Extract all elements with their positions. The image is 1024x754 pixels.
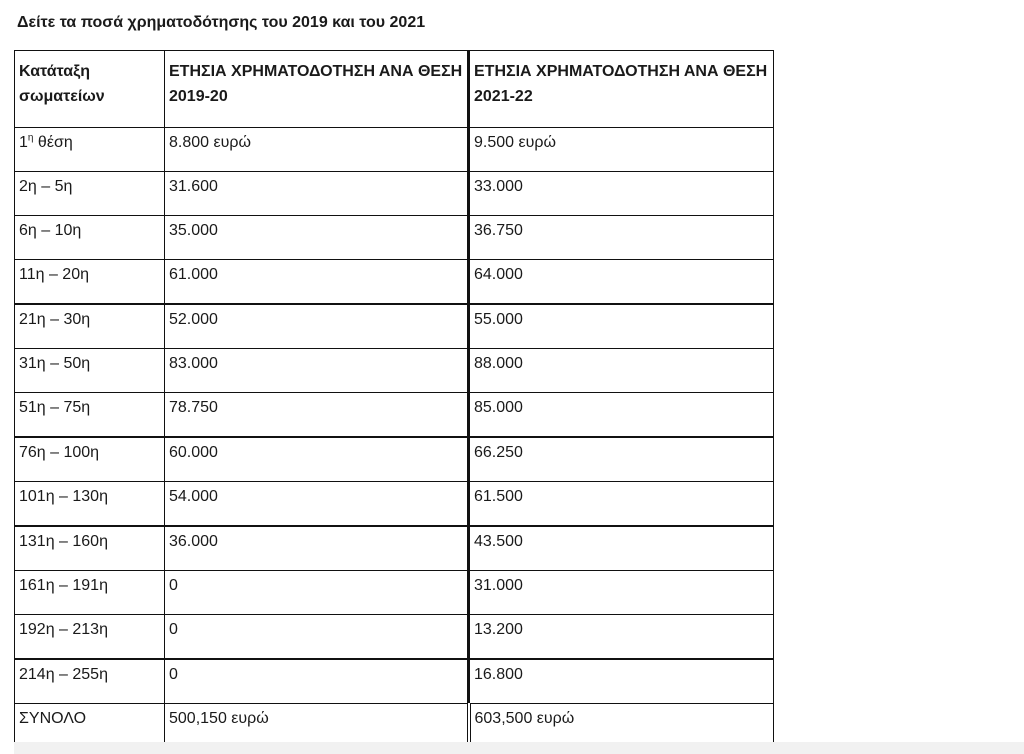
- funding-2021-cell: 16.800: [469, 659, 774, 704]
- funding-2019-cell: 83.000: [165, 349, 469, 393]
- table-row: [15, 216, 774, 260]
- table-row: [15, 526, 774, 571]
- header-ranking: Κατάταξη σωματείων: [15, 51, 165, 128]
- rank-cell: 51η – 75η: [15, 393, 165, 438]
- header-funding-2021: ΕΤΗΣΙΑ ΧΡΗΜΑΤΟΔΟΤΗΣΗ ΑΝΑ ΘΕΣΗ 2021-22: [469, 51, 774, 128]
- table-row: [15, 349, 774, 393]
- table-row: [15, 304, 774, 349]
- funding-2019-cell: 52.000: [165, 304, 469, 349]
- rank-cell: 161η – 191η: [15, 571, 165, 615]
- funding-table: [14, 50, 774, 748]
- funding-2019-cell: 0: [165, 615, 469, 660]
- funding-2021-cell: 33.000: [469, 172, 774, 216]
- funding-2021-cell: 9.500 ευρώ: [469, 128, 774, 172]
- funding-2019-cell: 8.800 ευρώ: [165, 128, 469, 172]
- table-row: [15, 437, 774, 482]
- funding-2021-cell: 88.000: [469, 349, 774, 393]
- total-label: ΣΥΝΟΛΟ: [15, 704, 165, 748]
- rank-cell: 101η – 130η: [15, 482, 165, 527]
- funding-2019-cell: 54.000: [165, 482, 469, 527]
- table-row: [15, 260, 774, 305]
- rank-cell: 11η – 20η: [15, 260, 165, 305]
- table-caption: Δείτε τα ποσά χρηματοδότησης του 2019 και του 2021: [17, 14, 426, 31]
- funding-2021-cell: 85.000: [469, 393, 774, 438]
- rank-cell: 6η – 10η: [15, 216, 165, 260]
- total-2019: 500,150 ευρώ: [165, 704, 469, 748]
- funding-2021-cell: 36.750: [469, 216, 774, 260]
- table-row: [15, 393, 774, 438]
- total-2021: 603,500 ευρώ: [469, 704, 774, 748]
- funding-2019-cell: 0: [165, 571, 469, 615]
- rank-cell: 31η – 50η: [15, 349, 165, 393]
- table-header-row: [15, 51, 774, 128]
- funding-2021-cell: 66.250: [469, 437, 774, 482]
- funding-2021-cell: 64.000: [469, 260, 774, 305]
- rank-cell: 192η – 213η: [15, 615, 165, 660]
- table-row: [15, 172, 774, 216]
- funding-2021-cell: 13.200: [469, 615, 774, 660]
- rank-superscript: η: [27, 132, 34, 144]
- funding-2019-cell: 78.750: [165, 393, 469, 438]
- page-footer-bar: [14, 742, 1024, 754]
- rank-cell: 214η – 255η: [15, 659, 165, 704]
- table-row: [15, 128, 774, 172]
- table-row: [15, 615, 774, 660]
- table-row: [15, 482, 774, 527]
- header-funding-2019: ΕΤΗΣΙΑ ΧΡΗΜΑΤΟΔΟΤΗΣΗ ΑΝΑ ΘΕΣΗ 2019-20: [165, 51, 469, 128]
- rank-suffix: θέση: [33, 134, 73, 151]
- table-row: [15, 659, 774, 704]
- funding-2019-cell: 61.000: [165, 260, 469, 305]
- funding-2021-cell: 55.000: [469, 304, 774, 349]
- table-total-row: [15, 704, 774, 748]
- funding-2019-cell: 0: [165, 659, 469, 704]
- funding-2021-cell: 31.000: [469, 571, 774, 615]
- funding-2019-cell: 31.600: [165, 172, 469, 216]
- funding-2019-cell: 36.000: [165, 526, 469, 571]
- funding-2021-cell: 61.500: [469, 482, 774, 527]
- funding-2021-cell: 43.500: [469, 526, 774, 571]
- rank-cell: [15, 128, 165, 172]
- rank-cell: 76η – 100η: [15, 437, 165, 482]
- funding-2019-cell: 35.000: [165, 216, 469, 260]
- rank-cell: 2η – 5η: [15, 172, 165, 216]
- table-row: [15, 571, 774, 615]
- rank-cell: 131η – 160η: [15, 526, 165, 571]
- rank-number: 1: [19, 134, 28, 151]
- rank-cell: 21η – 30η: [15, 304, 165, 349]
- funding-2019-cell: 60.000: [165, 437, 469, 482]
